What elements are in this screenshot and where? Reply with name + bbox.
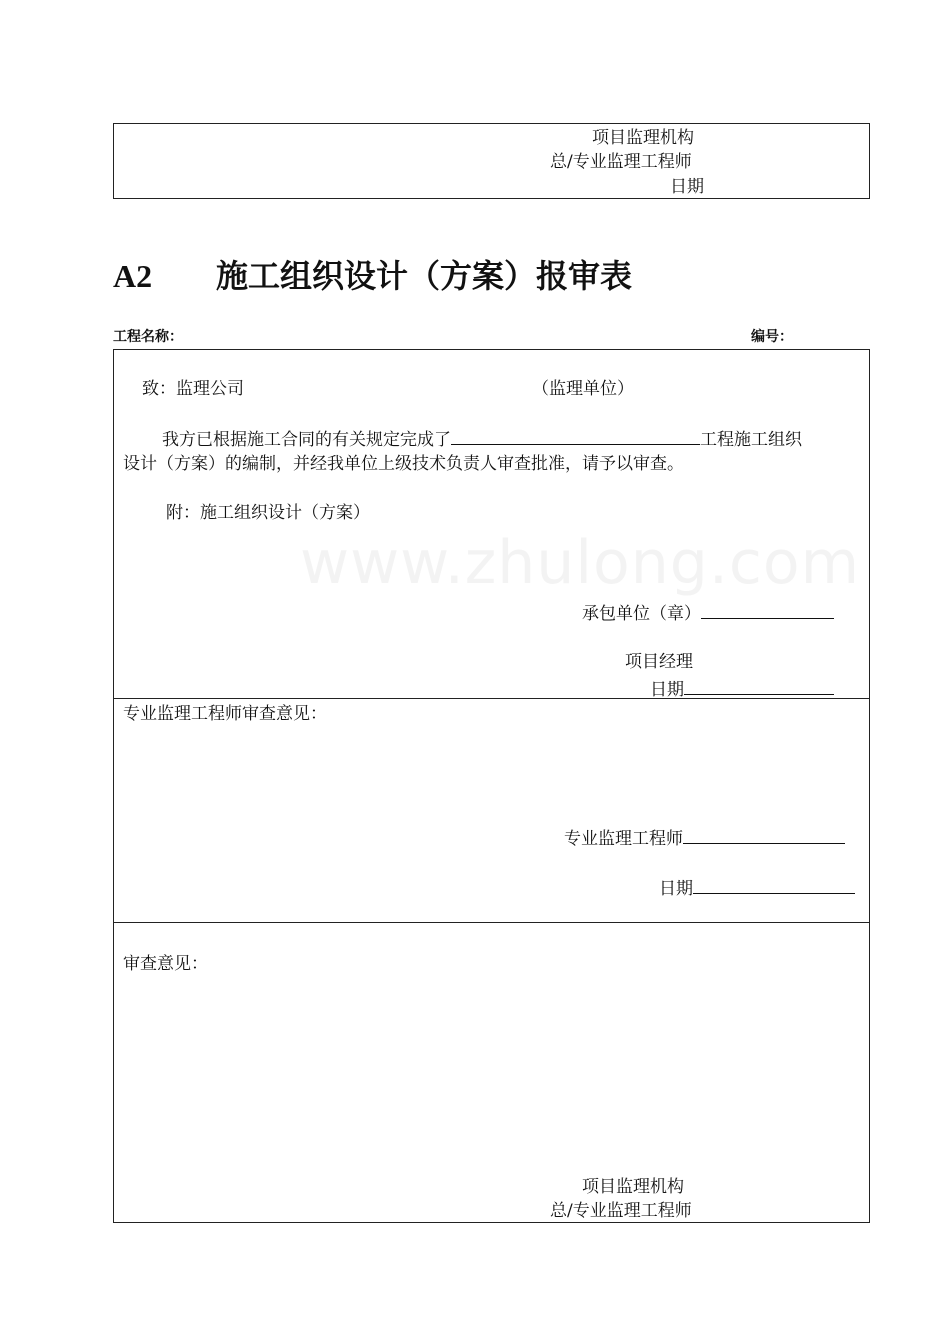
supervisor-unit-label: （监理单位） [532, 379, 634, 399]
contractor-label: 承包单位（章） [582, 604, 701, 624]
engineer-signature-row [564, 825, 845, 851]
engineer-label: 专业监理工程师 [564, 829, 683, 849]
contractor-signature-row [582, 600, 834, 626]
body-text-part2: 工程施工组织 [700, 430, 802, 450]
top-engineer-label: 总/专业监理工程师 [550, 152, 692, 172]
engineer-date-blank[interactable] [693, 875, 855, 894]
engineer-date-label: 日期 [659, 879, 693, 899]
project-manager-label: 项目经理 [625, 652, 693, 672]
top-signature-box [113, 123, 870, 199]
form-title: 施工组织设计（方案）报审表 [216, 257, 633, 295]
watermark: www.zhulong.com [300, 528, 861, 598]
main-form-table [113, 349, 870, 1223]
body-text-part1: 我方已根据施工合同的有关规定完成了 [162, 430, 451, 450]
contractor-date-row [650, 676, 834, 702]
contractor-date-label: 日期 [650, 680, 684, 700]
number-label: 编号： [751, 329, 793, 345]
top-org-label: 项目监理机构 [592, 128, 694, 148]
review-opinion-title: 审查意见： [123, 954, 208, 974]
contractor-seal-blank[interactable] [701, 600, 834, 619]
engineer-review-title: 专业监理工程师审查意见： [123, 704, 327, 724]
form-code: A2 [113, 258, 153, 294]
contractor-date-blank[interactable] [684, 676, 834, 695]
body-line-2: 设计（方案）的编制，并经我单位上级技术负责人审查批准，请予以审查。 [123, 454, 684, 474]
top-date-label: 日期 [670, 177, 704, 197]
engineer-signature-blank[interactable] [683, 825, 845, 844]
recipient-label: 致：监理公司 [142, 379, 244, 399]
engineer-date-row [659, 875, 855, 901]
review-org-label: 项目监理机构 [582, 1177, 684, 1197]
section-divider-2 [113, 922, 870, 923]
attachment-label: 附：施工组织设计（方案） [166, 503, 370, 523]
review-engineer-label: 总/专业监理工程师 [550, 1201, 692, 1221]
project-name-label: 工程名称： [113, 329, 183, 345]
project-name-blank[interactable] [451, 426, 700, 445]
body-line-1 [162, 426, 802, 452]
